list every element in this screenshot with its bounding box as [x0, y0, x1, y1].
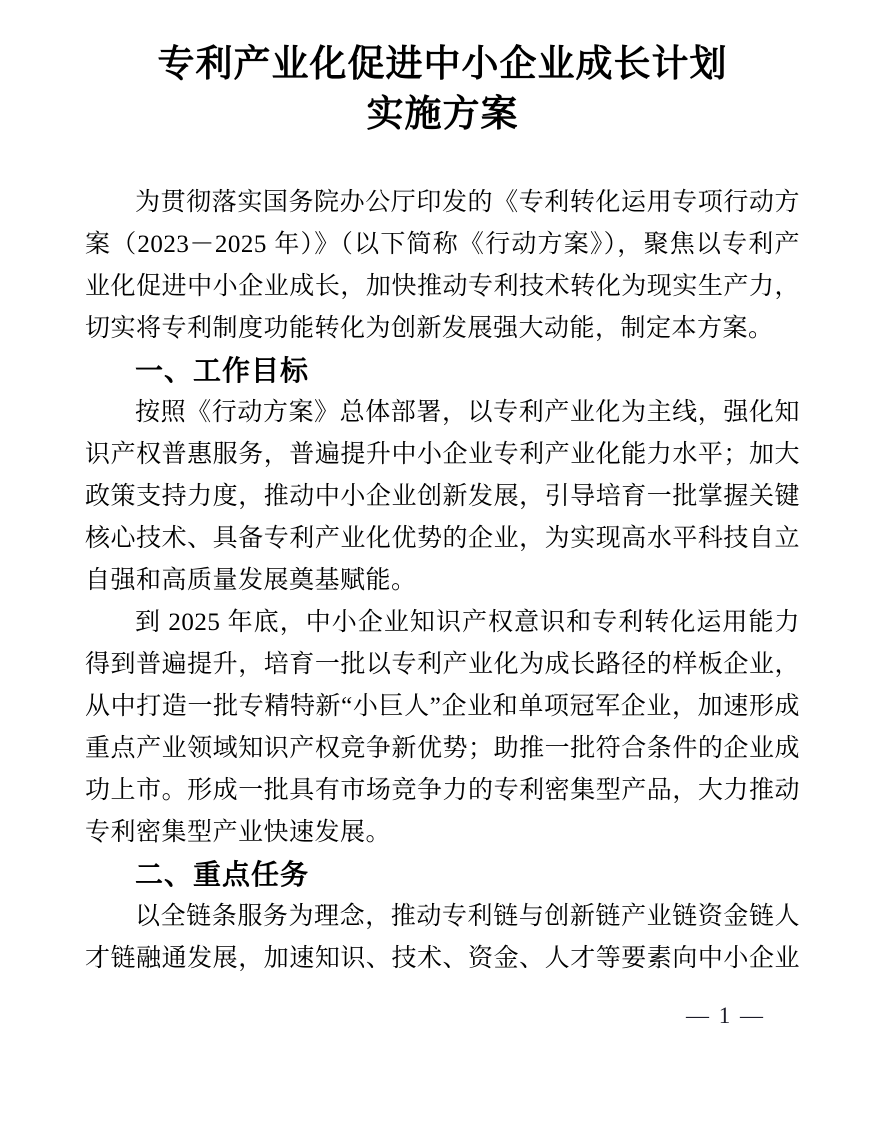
- section-2-heading: 二、重点任务: [135, 859, 310, 890]
- section-1-heading: 一、工作目标: [135, 355, 310, 386]
- intro-line-3: 业化促进中小企业成长，加快推动专利技术转化为现实生产力，: [85, 273, 800, 300]
- section1-para2-line-6: 专利密集型产业快速发展。: [85, 819, 392, 846]
- section2-para1-line-2: 才链融通发展，加速知识、技术、资金、人才等要素向中小企业: [85, 945, 800, 972]
- section1-para1-line-5: 自强和高质量发展奠基赋能。: [85, 567, 417, 594]
- page-number: — 1 —: [686, 1003, 765, 1028]
- intro-line-4: 切实将专利制度功能转化为创新发展强大动能，制定本方案。: [85, 315, 774, 342]
- intro-line-1: 为贯彻落实国务院办公厅印发的《专利转化运用专项行动方: [135, 189, 800, 216]
- section2-para1-line-1: 以全链条服务为理念，推动专利链与创新链产业链资金链人: [135, 903, 800, 930]
- section1-para1-line-4: 核心技术、具备专利产业化优势的企业，为实现高水平科技自立: [85, 525, 800, 552]
- section1-para2-line-1: 到 2025 年底，中小企业知识产权意识和专利转化运用能力: [135, 609, 800, 636]
- document-title: [0, 0, 885, 140]
- intro-line-2: 案（2023－2025 年）》（以下简称《行动方案》），聚焦以专利产: [85, 231, 800, 258]
- section1-para2-line-4: 重点产业领域知识产权竞争新优势；助推一批符合条件的企业成: [85, 735, 800, 762]
- section1-para1-line-1: 按照《行动方案》总体部署，以专利产业化为主线，强化知: [135, 399, 800, 426]
- title-line-2: 实施方案: [366, 94, 519, 135]
- section1-para1-line-2: 识产权普惠服务，普遍提升中小企业专利产业化能力水平；加大: [85, 441, 800, 468]
- section1-para2-line-3: 从中打造一批专精特新“小巨人”企业和单项冠军企业，加速形成: [85, 693, 800, 720]
- title-line-1: 专利产业化促进中小企业成长计划: [157, 44, 728, 85]
- document-body: [85, 182, 800, 980]
- section1-para2-line-2: 得到普遍提升，培育一批以专利产业化为成长路径的样板企业，: [85, 651, 800, 678]
- section1-para2-line-5: 功上市。形成一批具有市场竞争力的专利密集型产品，大力推动: [85, 777, 800, 804]
- section1-para1-line-3: 政策支持力度，推动中小企业创新发展，引导培育一批掌握关键: [85, 483, 800, 510]
